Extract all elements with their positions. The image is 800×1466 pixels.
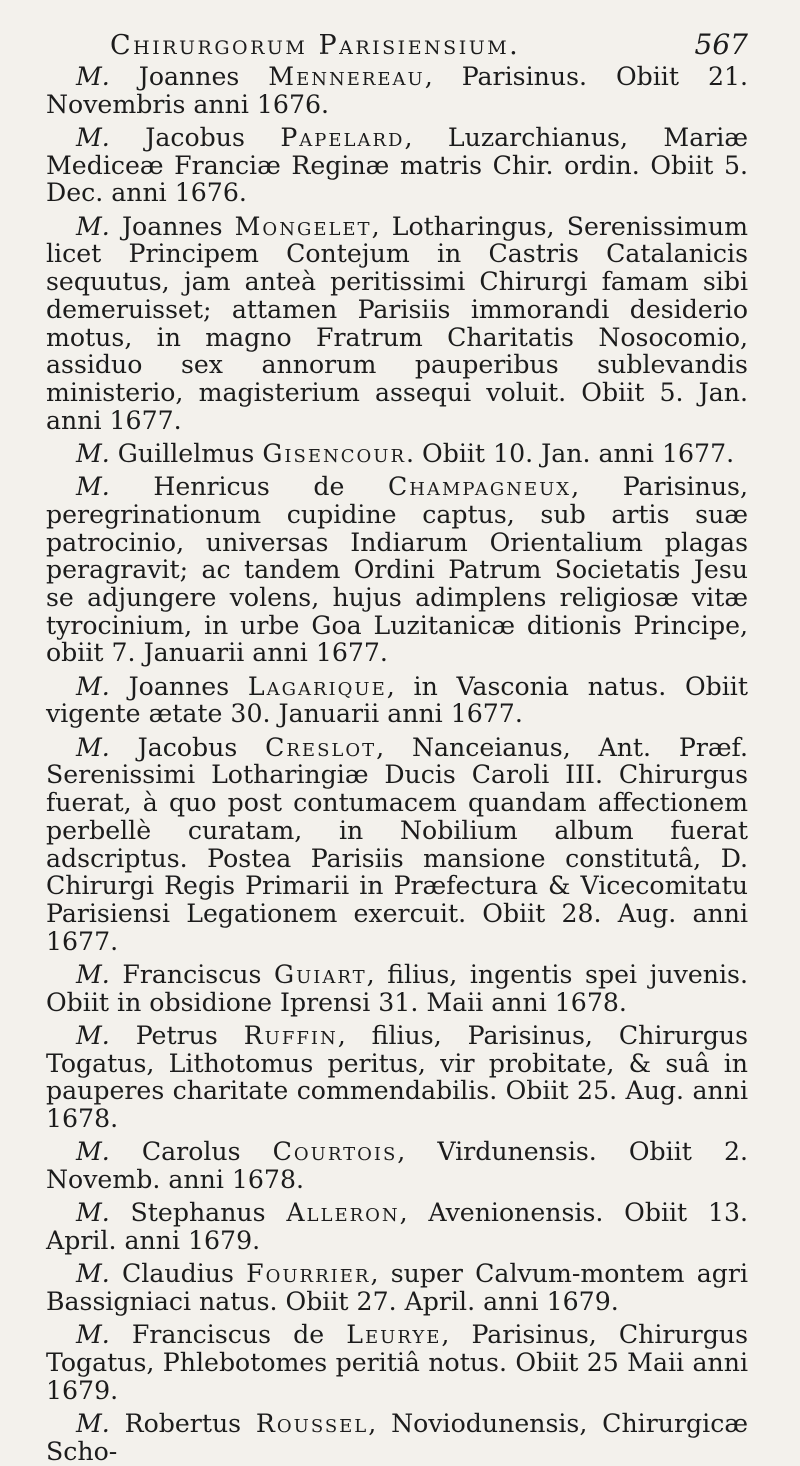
surname: Roussel [255, 1409, 369, 1439]
obituary-entry [46, 1321, 748, 1404]
surname: Champagneux [388, 472, 572, 502]
page-number: 567 [694, 28, 748, 61]
entry-text: , Luzarchianus, Mariæ Mediceæ Franciæ Reginæ matris Chir. ordin. Obiit 5. Dec. anni 1676. [46, 123, 748, 208]
given-name: Joannes [109, 671, 248, 701]
given-name: Jacobus [109, 123, 281, 152]
given-name: Franciscus de [109, 1320, 347, 1350]
given-name: Jacobus [109, 732, 266, 762]
magister-abbrev: M. [76, 959, 110, 989]
entry-text: , Parisinus, peregrinationum cupidine captus, sub artis suæ patrocinio, universas Indiarum Orientalium plagas peragravit; ac tandem Ordini Patrum Societatis Jesu se adjungere volens, hujus adimplens religiosæ vitæ tyrocinium, in urbe Goa Luzitanicæ ditionis Principe, obiit 7. Januarii anni 1677. [46, 472, 748, 668]
obituary-entry [46, 961, 748, 1016]
given-name: Franciscus [109, 959, 275, 989]
surname: Papelard [280, 123, 405, 152]
given-name: Henricus de [109, 472, 388, 502]
entry-text: , filius, ingentis spei juvenis. Obiit in obsidione Iprensi 31. Maii anni 1678. [46, 959, 748, 1017]
obituary-entry [46, 213, 748, 435]
running-title: Chirurgorum Parisiensium. [110, 30, 521, 61]
given-name: Petrus [109, 1020, 244, 1050]
obituary-entry [46, 1410, 748, 1465]
entry-text: , super Calvum-montem agri Bassigniaci natus. Obiit 27. April. anni 1679. [46, 1259, 748, 1317]
surname: Gisencour [262, 438, 407, 468]
magister-abbrev: M. [76, 671, 110, 701]
magister-abbrev: M. [76, 123, 110, 152]
entry-text: , Lotharingus, Serenissimum licet Principem Contejum in Castris Catalanicis sequutus, jam anteà peritissimi Chirurgi famam sibi demeruisset; attamen Parisiis immorandi desiderio motus, in magno Fratrum Charitatis Nosocomio, assiduo sex annorum pauperibus sublevandis ministerio, magisterium assequi voluit. Obiit 5. Jan. anni 1677. [46, 211, 748, 435]
entry-text: , Avenionensis. Obiit 13. April. anni 1679. [46, 1198, 748, 1256]
obituary-entry [46, 673, 748, 728]
surname: Mongelet [234, 211, 372, 241]
entries-list [46, 63, 748, 1465]
magister-abbrev: M. [76, 438, 110, 468]
surname: Guiart [274, 959, 367, 989]
obituary-entry [46, 734, 748, 956]
given-name: Claudius [109, 1259, 247, 1289]
magister-abbrev: M. [76, 1409, 110, 1439]
magister-abbrev: M. [76, 472, 110, 502]
magister-abbrev: M. [76, 1320, 110, 1350]
surname: Mennereau [268, 62, 425, 91]
obituary-entry [46, 1138, 748, 1193]
given-name: Robertus [109, 1409, 256, 1439]
surname: Ruffin [243, 1020, 338, 1050]
entry-text: , filius, Parisinus, Chirurgus Togatus, Lithotomus peritus, vir probitate, & suâ in pauperes charitate commendabilis. Obiit 25. Aug. anni 1678. [46, 1020, 749, 1134]
magister-abbrev: M. [76, 1259, 110, 1289]
magister-abbrev: M. [76, 1198, 110, 1228]
given-name: Joannes [109, 62, 269, 91]
obituary-entry [46, 473, 748, 667]
given-name: Stephanus [109, 1198, 287, 1228]
entry-text: , Parisinus. Obiit 21. Novembris anni 1676. [46, 62, 748, 119]
magister-abbrev: M. [76, 1020, 110, 1050]
obituary-entry [46, 1199, 748, 1254]
surname: Leurye [346, 1320, 442, 1350]
magister-abbrev: M. [76, 1137, 110, 1167]
obituary-entry [46, 440, 748, 468]
given-name: Guillelmus [109, 438, 263, 468]
entry-text: . Obiit 10. Jan. anni 1677. [406, 438, 735, 468]
obituary-entry [46, 63, 748, 118]
running-head [110, 28, 748, 61]
entry-text: , Parisinus, Chirurgus Togatus, Phlebotomes peritiâ notus. Obiit 25 Maii anni 1679. [46, 1320, 748, 1405]
given-name: Carolus [109, 1137, 273, 1167]
obituary-entry [46, 1260, 748, 1315]
magister-abbrev: M. [76, 732, 110, 762]
magister-abbrev: M. [76, 62, 110, 91]
magister-abbrev: M. [76, 211, 110, 241]
surname: Fourrier [246, 1259, 371, 1289]
surname: Creslot [265, 732, 377, 762]
surname: Courtois [272, 1137, 398, 1167]
entry-text: , Noviodunensis, Chirurgicæ Scho- [46, 1409, 748, 1466]
surname: Lagarique [247, 671, 387, 701]
entry-text: , in Vasconia natus. Obiit vigente ætate 30. Januarii anni 1677. [46, 671, 748, 729]
given-name: Joannes [109, 211, 235, 241]
obituary-entry [46, 124, 748, 207]
obituary-entry [46, 1022, 748, 1133]
surname: Alleron [286, 1198, 400, 1228]
entry-text: , Nanceianus, Ant. Præf. Serenissimi Lotharingiæ Ducis Caroli III. Chirurgus fuerat, à quo post contumacem quandam affectionem perbellè curatam, in Nobilium album fuerat adscriptus. Postea Parisiis mansione constitutâ, D. Chirurgi Regis Primarii in Præfectura & Vicecomitatu Parisiensi Legationem exercuit. Obiit 28. Aug. anni 1677. [46, 732, 748, 956]
entry-text: , Virdunensis. Obiit 2. Novemb. anni 1678. [46, 1137, 748, 1195]
